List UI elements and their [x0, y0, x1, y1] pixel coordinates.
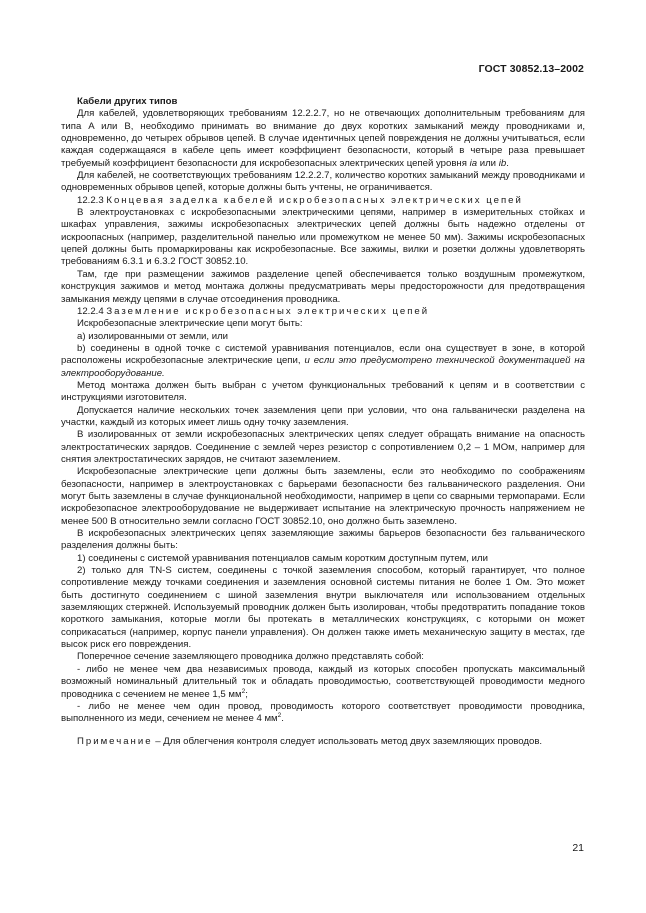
list-item: b) соединены в одной точке с системой уравнивания потенциалов, если она существует в зоне, в которой расположены искробезопасные электрические цепи, и если это предусмотрено технической документацией на электрооборудование.: [61, 342, 585, 379]
page-number: 21: [572, 842, 584, 854]
paragraph: Искробезопасные электрические цепи должны быть заземлены, если это необходимо по соображениям безопасности, например в электроустановках с барьерами безопасности без гальванического разделения. Они могут быть заземлены в случае функциональной необходимости, например в цепи со сварными термопарами. Если искробезопасное электрооборудование не выдерживает испытание на электрическую прочность напряжением не менее 500 В относительно земли согласно ГОСТ 30852.10, оно должно быть заземлено.: [61, 466, 585, 527]
paragraph: Метод монтажа должен быть выбран с учетом функциональных требований к цепям и в соответствии с инструкциями изготовителя.: [61, 379, 585, 404]
list-item: 1) соединены с системой уравнивания потенциалов самым коротким доступным путем, или: [77, 552, 488, 564]
paragraph: Поперечное сечение заземляющего проводника должно представлять собой:: [77, 651, 424, 663]
subsection-heading-12-2-3: 12.2.3 Концевая заделка кабелей искробезопасных электрических цепей: [77, 194, 523, 206]
paragraph: Допускается наличие нескольких точек заземления цепи при условии, что она гальванически разделена на участки, каждый из которых имеет лишь одну точку заземления.: [61, 404, 585, 428]
subsection-heading-12-2-4: 12.2.4 Заземление искробезопасных электрических цепей: [77, 305, 430, 317]
document-code: ГОСТ 30852.13–2002: [478, 63, 584, 75]
section-heading: Кабели других типов: [77, 96, 178, 107]
paragraph: Для кабелей, не соответствующих требованиям 12.2.2.7, количество коротких замыканий между проводниками и одновременных обрывов цепей, которые должны быть учтены, не ограничивается.: [61, 170, 585, 194]
paragraph: В искробезопасных электрических цепях заземляющие зажимы барьеров безопасности без гальванического разделения должны быть:: [61, 528, 585, 552]
paragraph: В электроустановках с искробезопасными электрическими цепями, например в измерительных стойках и шкафах управления, зажимы искробезопасных электрических цепей должны быть надежно отделены от искроопасных (например, разделительной панелью или промежутком не менее 50 мм). Зажимы искробезопасных цепей должны быть промаркированы как искробезопасные. Все зажимы, вилки и розетки должны удовлетворять требованиям 6.3.1 и 6.3.2 ГОСТ 30852.10.: [61, 207, 585, 268]
paragraph: Для кабелей, удовлетворяющих требованиям 12.2.2.7, но не отвечающих дополнительным требованиям для типа A или B, необходимо принимать во внимание до двух коротких замыканий между проводниками и, одновременно, до четырех обрывов цепей. В случае идентичных цепей повреждения не должны учитываться, если каждая содержащаяся в кабеле цепь имеет коэффициент безопасности, который в четыре раза превышает требуемый коэффициент безопасности для искробезопасных электрических цепей уровня ia или ib.: [61, 108, 585, 169]
list-item: 2) только для TN-S систем, соединены с точкой заземления способом, который гарантирует, что полное сопротивление между точками соединения и заземления основной системы питания не более 1 Ом. Это может быть достигнуто соединением с шиной заземления внутри выключателя или использованием отдельных заземляющих стержней. Используемый проводник должен быть изолирован, чтобы предотвратить попадание токов короткого замыкания, которые могли бы протекать в металлических конструкциях, с которыми он может соприкасаться (например, корпус панели управления). Он должен также иметь механическую защиту в местах, где высок риск его повреждения.: [61, 565, 585, 651]
paragraph: В изолированных от земли искробезопасных электрических цепях следует обращать внимание на опасность электростатических зарядов. Соединение с землей через резистор с сопротивлением 0,2 – 1 МОм, например для снятия электростатических зарядов, не считают заземлением.: [61, 429, 585, 465]
note: Примечание – Для облегчения контроля следует использовать метод двух заземляющих проводов.: [77, 735, 543, 747]
note-label: Примечание: [77, 735, 153, 747]
list-item: - либо не менее чем один провод, проводимость которого соответствует проводимости проводника, выполненного из меди, сечением не менее 4 $мм^2$.: [61, 700, 585, 725]
paragraph: Там, где при размещении зажимов разделение цепей обеспечивается только воздушным промежутком, конструкция зажимов и метод монтажа должны предусматривать меры предосторожности для предотвращения замыкания между цепями в случае отсоединения проводника.: [61, 268, 585, 305]
list-item: - либо не менее чем два независимых провода, каждый из которых способен пропускать максимальный возможный номинальный длительный ток и обладать проводимостью, соответствующей проводимости медного проводника с сечением не менее 1,5 $мм^2$;: [61, 663, 585, 700]
page-content: [61, 96, 585, 748]
list-item: a) изолированными от земли, или: [77, 330, 229, 342]
paragraph: Искробезопасные электрические цепи могут быть:: [77, 318, 303, 330]
